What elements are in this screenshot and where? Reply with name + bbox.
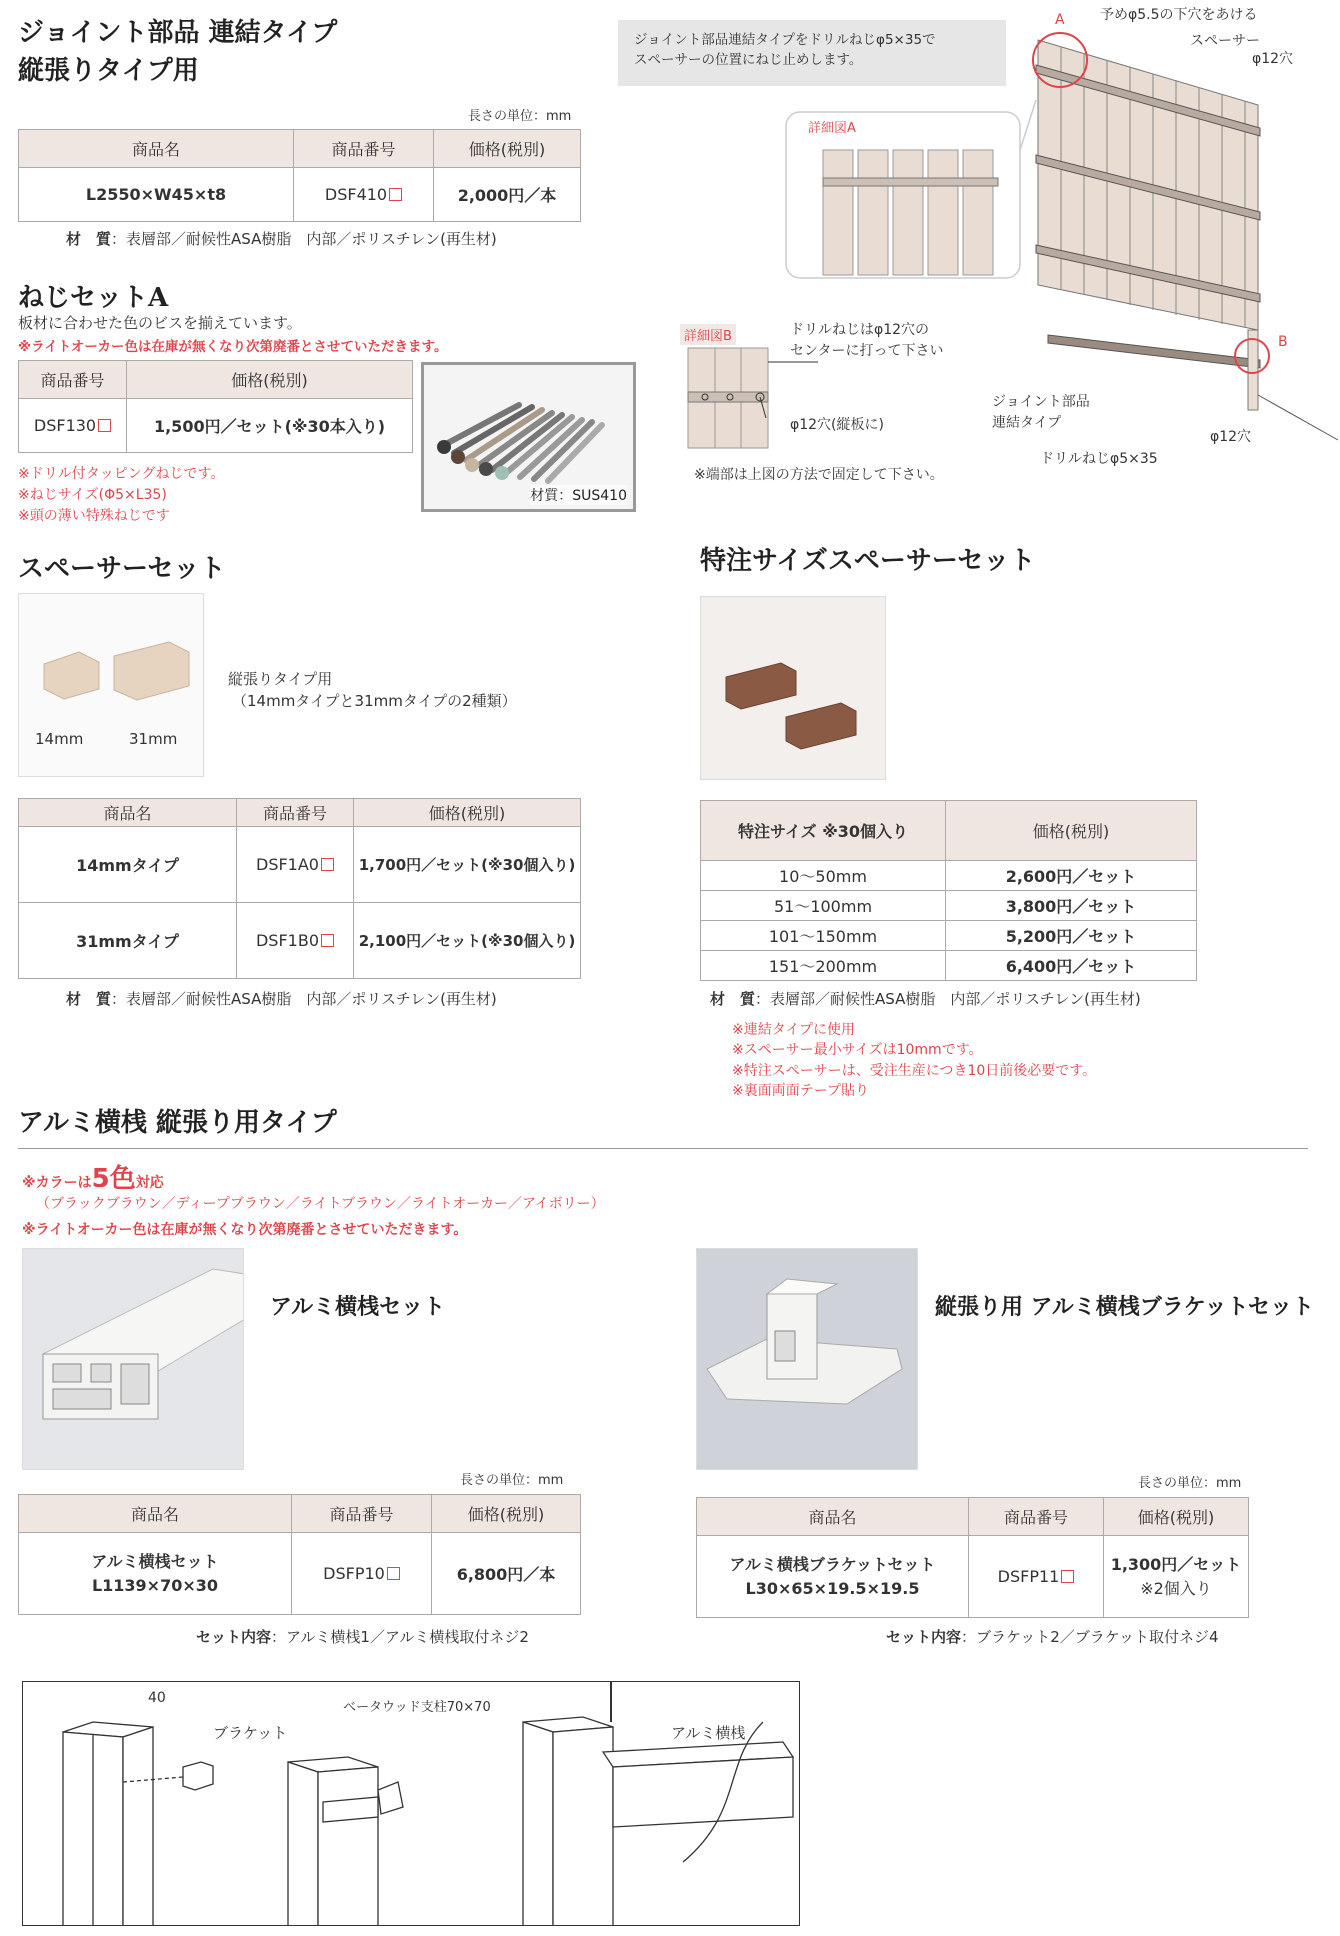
- alumi-unit: 長さの単位：mm: [460, 1473, 564, 1488]
- joint-table: [18, 129, 581, 222]
- th-name: 商品名: [19, 799, 237, 827]
- install-rail-label: アルミ横桟: [671, 1724, 746, 1742]
- joint-name: L2550×W45×t8: [19, 168, 294, 222]
- joint-code-cell: [294, 168, 434, 222]
- th-price: 価格(税別): [127, 361, 413, 399]
- price-cell: 5,200円／セット: [946, 921, 1197, 951]
- size-cell: 101〜150mm: [701, 921, 946, 951]
- bracket-set-title: 縦張り用 アルミ横桟ブラケットセット: [935, 1294, 1315, 1320]
- screw-desc: 板材に合わせた色のビスを揃えています。: [18, 314, 302, 332]
- alumi-set-code-cell: DSFP10: [292, 1533, 432, 1615]
- color-box-icon: [387, 1567, 400, 1580]
- bracket-image: [697, 1249, 918, 1470]
- table-row: [19, 903, 581, 979]
- detail-a-boards: [823, 150, 998, 275]
- alumi-set-table: [18, 1494, 581, 1615]
- th-price: 価格(税別): [432, 1495, 581, 1533]
- install-post-label: ベータウッド支柱70×70: [343, 1700, 491, 1715]
- spacer-material: 材 質：表層部／耐候性ASA樹脂 内部／ポリスチレン(再生材): [66, 990, 497, 1008]
- screw-price: 1,500円／セット(※30本入り): [127, 399, 413, 453]
- spacer-desc2: （14mmタイプと31mmタイプの2種類）: [232, 692, 517, 710]
- spacer-row-name: 14mmタイプ: [19, 827, 237, 903]
- alumi-set-price: 6,800円／本: [432, 1533, 581, 1615]
- alumi-set-contents: セット内容：アルミ横桟1／アルミ横桟取付ネジ2: [196, 1628, 529, 1646]
- hole12-top-label: φ12穴: [1252, 51, 1294, 67]
- table-row: [701, 861, 1197, 891]
- size-cell: 10〜50mm: [701, 861, 946, 891]
- bracket-name-cell: アルミ横桟ブラケットセット L30×65×19.5×19.5: [697, 1536, 969, 1618]
- drill-center-label: ドリルねじはφ12穴の センターに打って下さい: [790, 322, 944, 359]
- custom-spacer-image: [701, 597, 886, 780]
- custom-spacer-note: ※連結タイプに使用: [732, 1022, 856, 1038]
- alumi-warn: ※ライトオーカー色は在庫が無くなり次第廃番とさせていただきます。: [22, 1222, 468, 1238]
- screw-note: ※頭の薄い特殊ねじです: [18, 508, 170, 524]
- spacer-row-code-cell: [237, 903, 354, 979]
- th-name: 商品名: [19, 130, 294, 168]
- dim40-label: 40: [148, 1690, 166, 1706]
- screw-table: [18, 360, 413, 453]
- th-price: 価格(税別): [434, 130, 581, 168]
- th-price: 価格(税別): [946, 801, 1197, 861]
- th-name: 商品名: [19, 1495, 292, 1533]
- custom-spacer-title: 特注サイズスペーサーセット: [700, 546, 1036, 576]
- table-row: [701, 951, 1197, 981]
- spacer-table: [18, 798, 581, 979]
- section-divider: [18, 1148, 1308, 1149]
- joint-subtitle: 縦張りタイプ用: [18, 56, 199, 86]
- end-note: ※端部は上図の方法で固定して下さい。: [694, 467, 944, 483]
- th-name: 商品名: [697, 1498, 969, 1536]
- spacer-desc1: 縦張りタイプ用: [228, 670, 333, 688]
- color-box-icon: [321, 934, 334, 947]
- table-row: [701, 891, 1197, 921]
- pre-hole-label: 予めφ5.5の下穴をあける: [1100, 7, 1258, 23]
- th-code: 商品番号: [237, 799, 354, 827]
- alumi-rail-photo: [22, 1248, 244, 1470]
- custom-spacer-note: ※スペーサー最小サイズは10mmです。: [732, 1042, 983, 1059]
- joint-price: 2,000円／本: [434, 168, 581, 222]
- th-code: 商品番号: [969, 1498, 1104, 1536]
- spacer-row-price: 1,700円／セット(※30個入り): [354, 827, 581, 903]
- alumi-rail-image: [23, 1249, 244, 1470]
- diagram-callout: ジョイント部品連結タイプをドリルねじφ5×35で スペーサーの位置にねじ止めします。: [618, 20, 1006, 86]
- th-price: 価格(税別): [354, 799, 581, 827]
- joint-material: 材 質：表層部／耐候性ASA樹脂 内部／ポリスチレン(再生材): [66, 230, 497, 248]
- spacer-row-name: 31mmタイプ: [19, 903, 237, 979]
- spacer-photo: [18, 593, 204, 777]
- spacer-row-price: 2,100円／セット(※30個入り): [354, 903, 581, 979]
- fence-diagram: [618, 0, 1340, 500]
- bracket-table: [696, 1497, 1249, 1618]
- alumi-set-name-cell: アルミ横桟セット L1139×70×30: [19, 1533, 292, 1615]
- screw-title: ねじセットA: [18, 283, 169, 313]
- screw-photo: [421, 362, 636, 512]
- color-box-icon: [389, 188, 402, 201]
- size-cell: 151〜200mm: [701, 951, 946, 981]
- bracket-contents: セット内容：ブラケット2／ブラケット取付ネジ4: [886, 1628, 1219, 1646]
- joint-title: ジョイント部品 連結タイプ: [18, 18, 338, 48]
- price-cell: 6,400円／セット: [946, 951, 1197, 981]
- custom-spacer-material: 材 質：表層部／耐候性ASA樹脂 内部／ポリスチレン(再生材): [710, 990, 1141, 1008]
- bracket-code-cell: DSFP11: [969, 1536, 1104, 1618]
- hole12-right-label: φ12穴: [1210, 429, 1252, 445]
- install-diagram: [22, 1681, 800, 1926]
- hole12-vertical-label: φ12穴(縦板に): [790, 417, 884, 433]
- label-b: B: [1278, 334, 1288, 350]
- bracket-price-cell: 1,300円／セット ※2個入り: [1104, 1536, 1249, 1618]
- joint-unit: 長さの単位：mm: [468, 109, 572, 124]
- table-row: [19, 827, 581, 903]
- joint-part-label: ジョイント部品 連結タイプ: [992, 394, 1090, 431]
- color-box-icon: [98, 419, 111, 432]
- spacer-title: スペーサーセット: [18, 554, 226, 584]
- install-bracket-label: ブラケット: [213, 1724, 288, 1742]
- th-size: 特注サイズ ※30個入り: [701, 801, 946, 861]
- th-code: 商品番号: [294, 130, 434, 168]
- spacer31-label: 31mm: [129, 730, 178, 748]
- th-price: 価格(税別): [1104, 1498, 1249, 1536]
- screw-note: ※ドリル付タッピングねじです。: [18, 466, 225, 482]
- th-code: 商品番号: [19, 361, 127, 399]
- table-row: [701, 921, 1197, 951]
- alumi-colors: （ブラックブラウン／ディープブラウン／ライトブラウン／ライトオーカー／アイボリー）: [36, 1196, 605, 1212]
- th-code: 商品番号: [292, 1495, 432, 1533]
- alumi-set-title: アルミ横桟セット: [270, 1294, 446, 1320]
- detail-b-label: 詳細図B: [680, 324, 736, 345]
- spacer-row-code: DSF1B0: [255, 931, 319, 950]
- color-box-icon: [1061, 1570, 1074, 1583]
- bracket-unit: 長さの単位：mm: [1138, 1476, 1242, 1491]
- spacer-row-code: DSF1A0: [256, 855, 319, 874]
- custom-spacer-note: ※裏面両面テープ貼り: [732, 1082, 870, 1099]
- joint-code: DSF410: [324, 185, 388, 204]
- label-a: A: [1055, 12, 1065, 28]
- spacer-row-code-cell: [237, 827, 354, 903]
- drill-screw-label: ドリルねじφ5×35: [1040, 451, 1158, 467]
- custom-spacer-notes: [732, 1020, 1096, 1101]
- screw-notes: [18, 464, 224, 527]
- screw-warn: ※ライトオーカー色は在庫が無くなり次第廃番とさせていただきます。: [18, 339, 448, 355]
- custom-spacer-photo: [700, 596, 886, 780]
- price-cell: 2,600円／セット: [946, 861, 1197, 891]
- custom-spacer-table: [700, 800, 1197, 981]
- spacer-image: [19, 594, 204, 734]
- install-drawing: [23, 1682, 800, 1926]
- bracket-photo: [696, 1248, 918, 1470]
- screw-photo-caption: 材質：SUS410: [530, 485, 627, 505]
- screw-code: DSF130: [33, 416, 97, 435]
- spacer14-label: 14mm: [35, 730, 84, 748]
- screw-note: ※ねじサイズ(Φ5×L35): [18, 487, 167, 503]
- alumi-title: アルミ横桟 縦張り用タイプ: [18, 1108, 337, 1138]
- size-cell: 51〜100mm: [701, 891, 946, 921]
- fence-boards: [1036, 40, 1338, 440]
- spacer-label: スペーサー: [1190, 33, 1260, 49]
- detail-a-label: 詳細図A: [808, 121, 856, 136]
- color-box-icon: [321, 858, 334, 871]
- alumi-color-line: ※カラーは5色対応: [22, 1164, 164, 1194]
- screw-code-cell: [19, 399, 127, 453]
- price-cell: 3,800円／セット: [946, 891, 1197, 921]
- custom-spacer-note: ※特注スペーサーは、受注生産につき10日前後必要です。: [732, 1062, 1097, 1079]
